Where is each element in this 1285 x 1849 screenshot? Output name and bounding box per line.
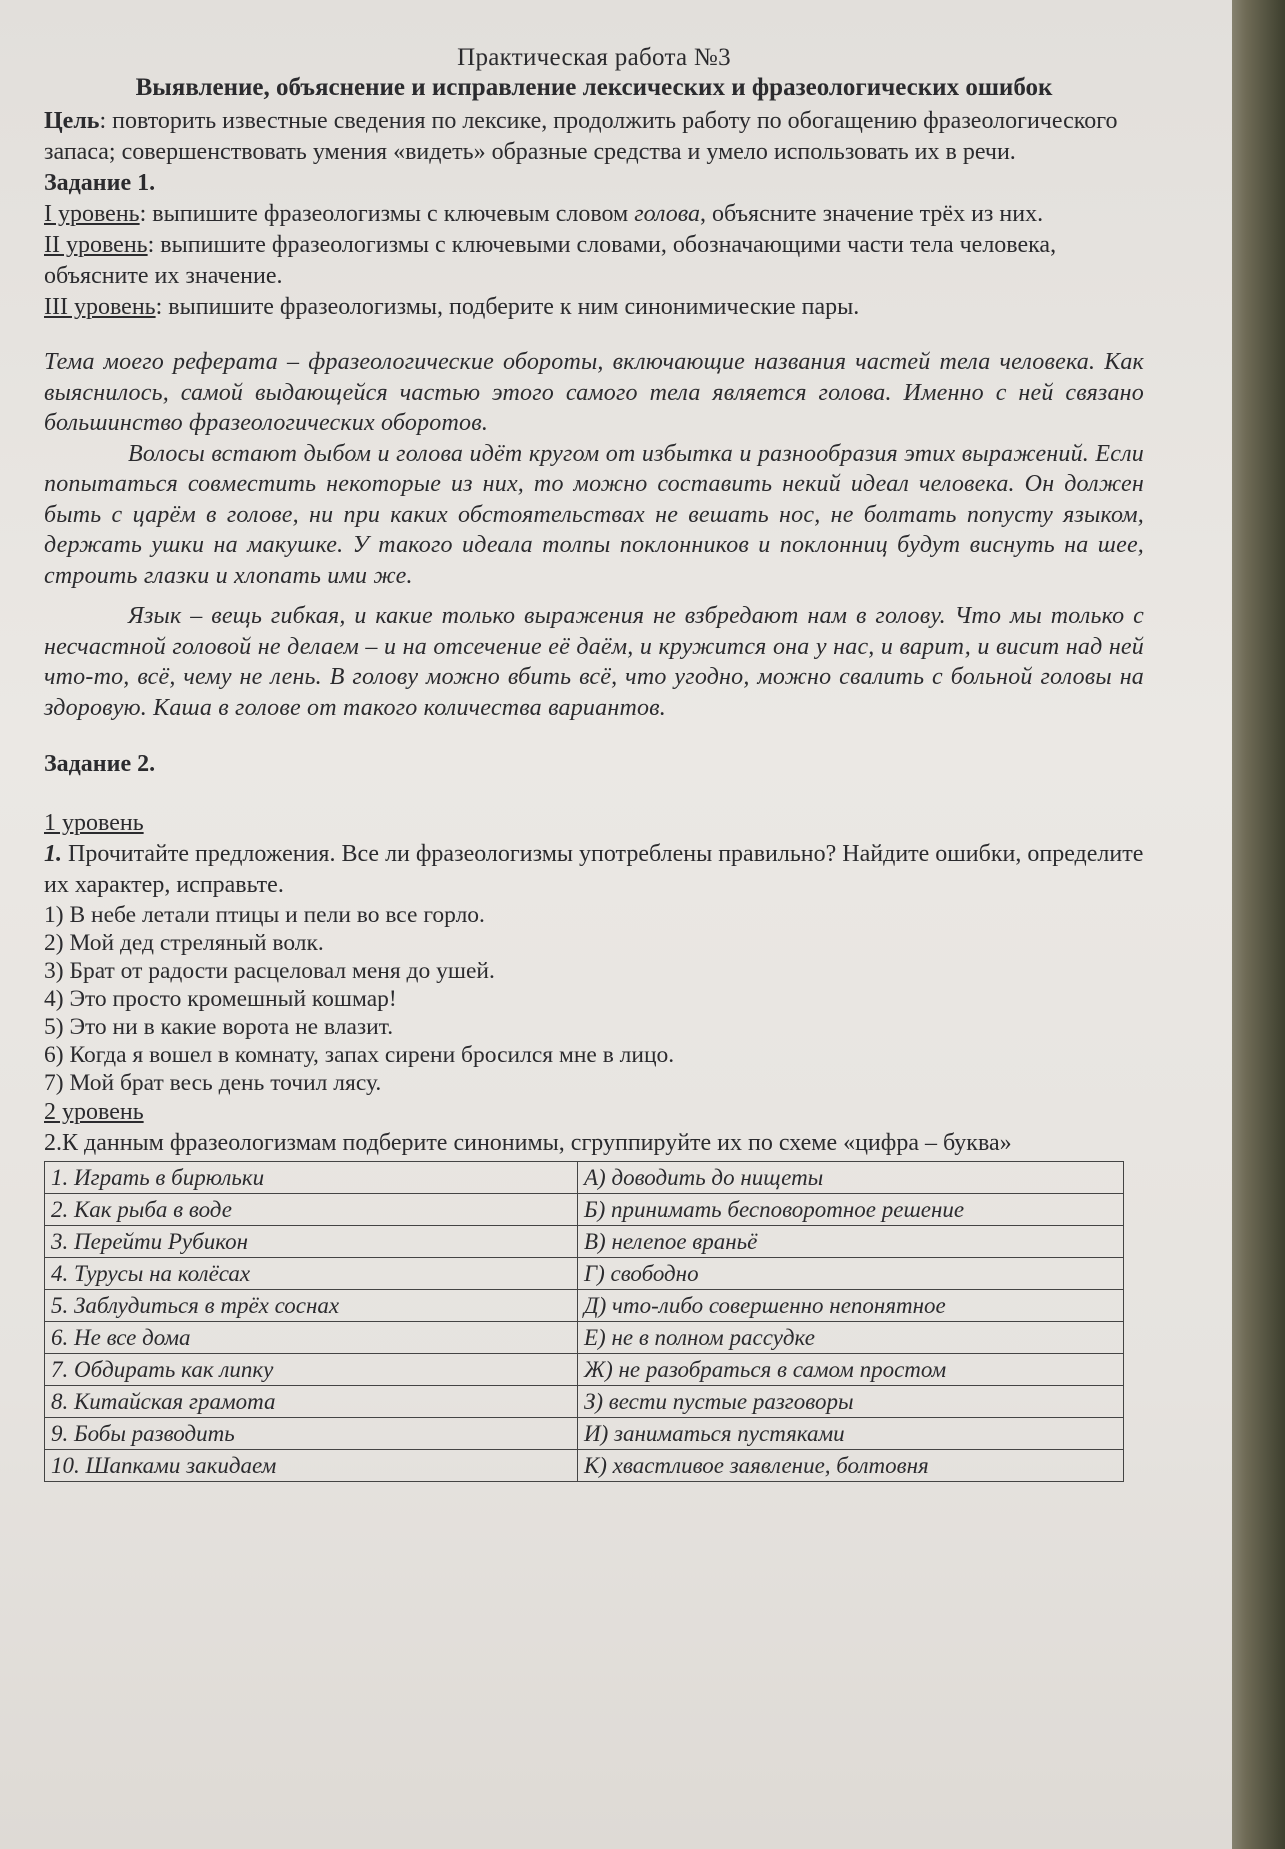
task2-level2-label: 2 уровень <box>44 1099 144 1125</box>
phrase-cell: 1. Играть в бирюльки <box>45 1162 578 1194</box>
phrase-cell: 4. Турусы на колёсах <box>45 1258 578 1290</box>
task1-level-1-keyword: голова <box>634 201 701 227</box>
table-row <box>45 1226 1124 1258</box>
synonym-cell: Е) не в полном рассудке <box>578 1322 1124 1354</box>
goal-paragraph <box>44 106 1144 168</box>
table-row <box>45 1322 1124 1354</box>
document-content <box>44 40 1144 1482</box>
task2-heading: Задание 2. <box>44 751 156 777</box>
task1-level-3-label: III уровень <box>44 294 156 320</box>
synonym-cell: Г) свободно <box>578 1258 1124 1290</box>
task1-level-1-label: I уровень <box>44 201 140 227</box>
phrase-cell: 8. Китайская грамота <box>45 1386 578 1418</box>
essay-paragraph-2: Волосы встают дыбом и голова идёт кругом от избытка и разнообразия этих выражений. Если попытаться совместить некоторые из них, то можно составить некий идеал человека. Он должен быть с царём в голове, ни при каких обстоятельствах не вешать нос, не болтать попусту языком, держать ушки на макушке. У такого идеала толпы поклонников и поклонниц будут виснуть на шее, строить глазки и хлопать ими же. <box>44 440 1144 589</box>
sentence-list <box>44 901 1144 1097</box>
table-row <box>45 1450 1124 1482</box>
task2-level1-number: 1. <box>44 841 62 867</box>
synonym-cell: А) доводить до нищеты <box>578 1162 1124 1194</box>
phrase-cell: 7. Обдирать как липку <box>45 1354 578 1386</box>
task1-level-1 <box>44 199 1144 230</box>
table-row <box>45 1386 1124 1418</box>
sentence-item: 4) Это просто кромешный кошмар! <box>44 986 397 1012</box>
sentence-item: 7) Мой брат весь день точил лясу. <box>44 1070 382 1096</box>
phraseology-table <box>44 1161 1124 1482</box>
task1-level-2-label: II уровень <box>44 232 148 258</box>
phrase-cell: 2. Как рыба в воде <box>45 1194 578 1226</box>
task1-level-2-text: : выпишите фразеологизмы с ключевыми словами, обозначающими части тела человека, объясните их значение. <box>44 232 1057 289</box>
table-row <box>45 1354 1124 1386</box>
table-row <box>45 1418 1124 1450</box>
phrase-cell: 9. Бобы разводить <box>45 1418 578 1450</box>
task2-level1-instruction-text: Прочитайте предложения. Все ли фразеологизмы употреблены правильно? Найдите ошибки, определите их характер, исправьте. <box>44 841 1144 898</box>
sentence-item: 2) Мой дед стреляный волк. <box>44 930 324 956</box>
goal-label: Цель <box>44 108 100 134</box>
synonym-cell: В) нелепое враньё <box>578 1226 1124 1258</box>
synonym-cell: Ж) не разобраться в самом простом <box>578 1354 1124 1386</box>
task1-level-3-text: : выпишите фразеологизмы, подберите к ним синонимические пары. <box>155 294 860 320</box>
page-title: Практическая работа №3 <box>457 44 731 71</box>
phrase-cell: 10. Шапками закидаем <box>45 1450 578 1482</box>
phrase-cell: 5. Заблудиться в трёх соснах <box>45 1290 578 1322</box>
phrase-cell: 3. Перейти Рубикон <box>45 1226 578 1258</box>
sentence-item: 5) Это ни в какие ворота не влазит. <box>44 1014 394 1040</box>
essay-text <box>44 347 1144 723</box>
task1-level-2 <box>44 230 1144 292</box>
page-subtitle: Выявление, объяснение и исправление лексических и фразеологических ошибок <box>135 74 1053 101</box>
task2-level1-label: 1 уровень <box>44 810 144 836</box>
task1-level-1-text: : выпишите фразеологизмы с ключевым словом <box>139 201 635 227</box>
synonym-cell: З) вести пустые разговоры <box>578 1386 1124 1418</box>
sentence-item: 3) Брат от радости расцеловал меня до ушей. <box>44 958 495 984</box>
synonym-cell: Д) что-либо совершенно непонятное <box>578 1290 1124 1322</box>
table-row <box>45 1162 1124 1194</box>
goal-text: : повторить известные сведения по лексике, продолжить работу по обогащению фразеологического запаса; совершенствовать умения «видеть» образные средства и умело использовать их в речи. <box>44 108 1118 165</box>
essay-paragraph-1: Тема моего реферата – фразеологические обороты, включающие названия частей тела человека. Как выяснилось, самой выдающейся частью этого самого тела является голова. Именно с ней связано большинство фразеологических оборотов. <box>44 349 1144 436</box>
synonym-cell: Б) принимать бесповоротное решение <box>578 1194 1124 1226</box>
task2-level1-instruction <box>44 839 1144 901</box>
table-row <box>45 1258 1124 1290</box>
task2-section <box>44 749 1144 1482</box>
sentence-item: 6) Когда я вошел в комнату, запах сирени бросился мне в лицо. <box>44 1042 675 1068</box>
task1-heading: Задание 1. <box>44 170 156 196</box>
synonym-cell: К) хвастливое заявление, болтовня <box>578 1450 1124 1482</box>
task1-level-1-text2: , объясните значение трёх из них. <box>700 201 1044 227</box>
synonym-cell: И) заниматься пустяками <box>578 1418 1124 1450</box>
task1-level-3 <box>44 292 1144 323</box>
phrase-cell: 6. Не все дома <box>45 1322 578 1354</box>
essay-paragraph-3: Язык – вещь гибкая, и какие только выражения не взбредают нам в голову. Что мы только с несчастной головой не делаем – и на отсечение её даём, и кружится она у нас, и варит, и висит над ней что-то, всё, чему не лень. В голову можно вбить всё, что угодно, можно свалить с больной головы на здоровую. Каша в голове от такого количества вариантов. <box>44 603 1144 721</box>
task2-level2-instruction: 2.К данным фразеологизмам подберите синонимы, сгруппируйте их по схеме «цифра – буква» <box>44 1130 1012 1156</box>
table-row <box>45 1194 1124 1226</box>
table-row <box>45 1290 1124 1322</box>
sentence-item: 1) В небе летали птицы и пели во все горло. <box>44 902 485 928</box>
